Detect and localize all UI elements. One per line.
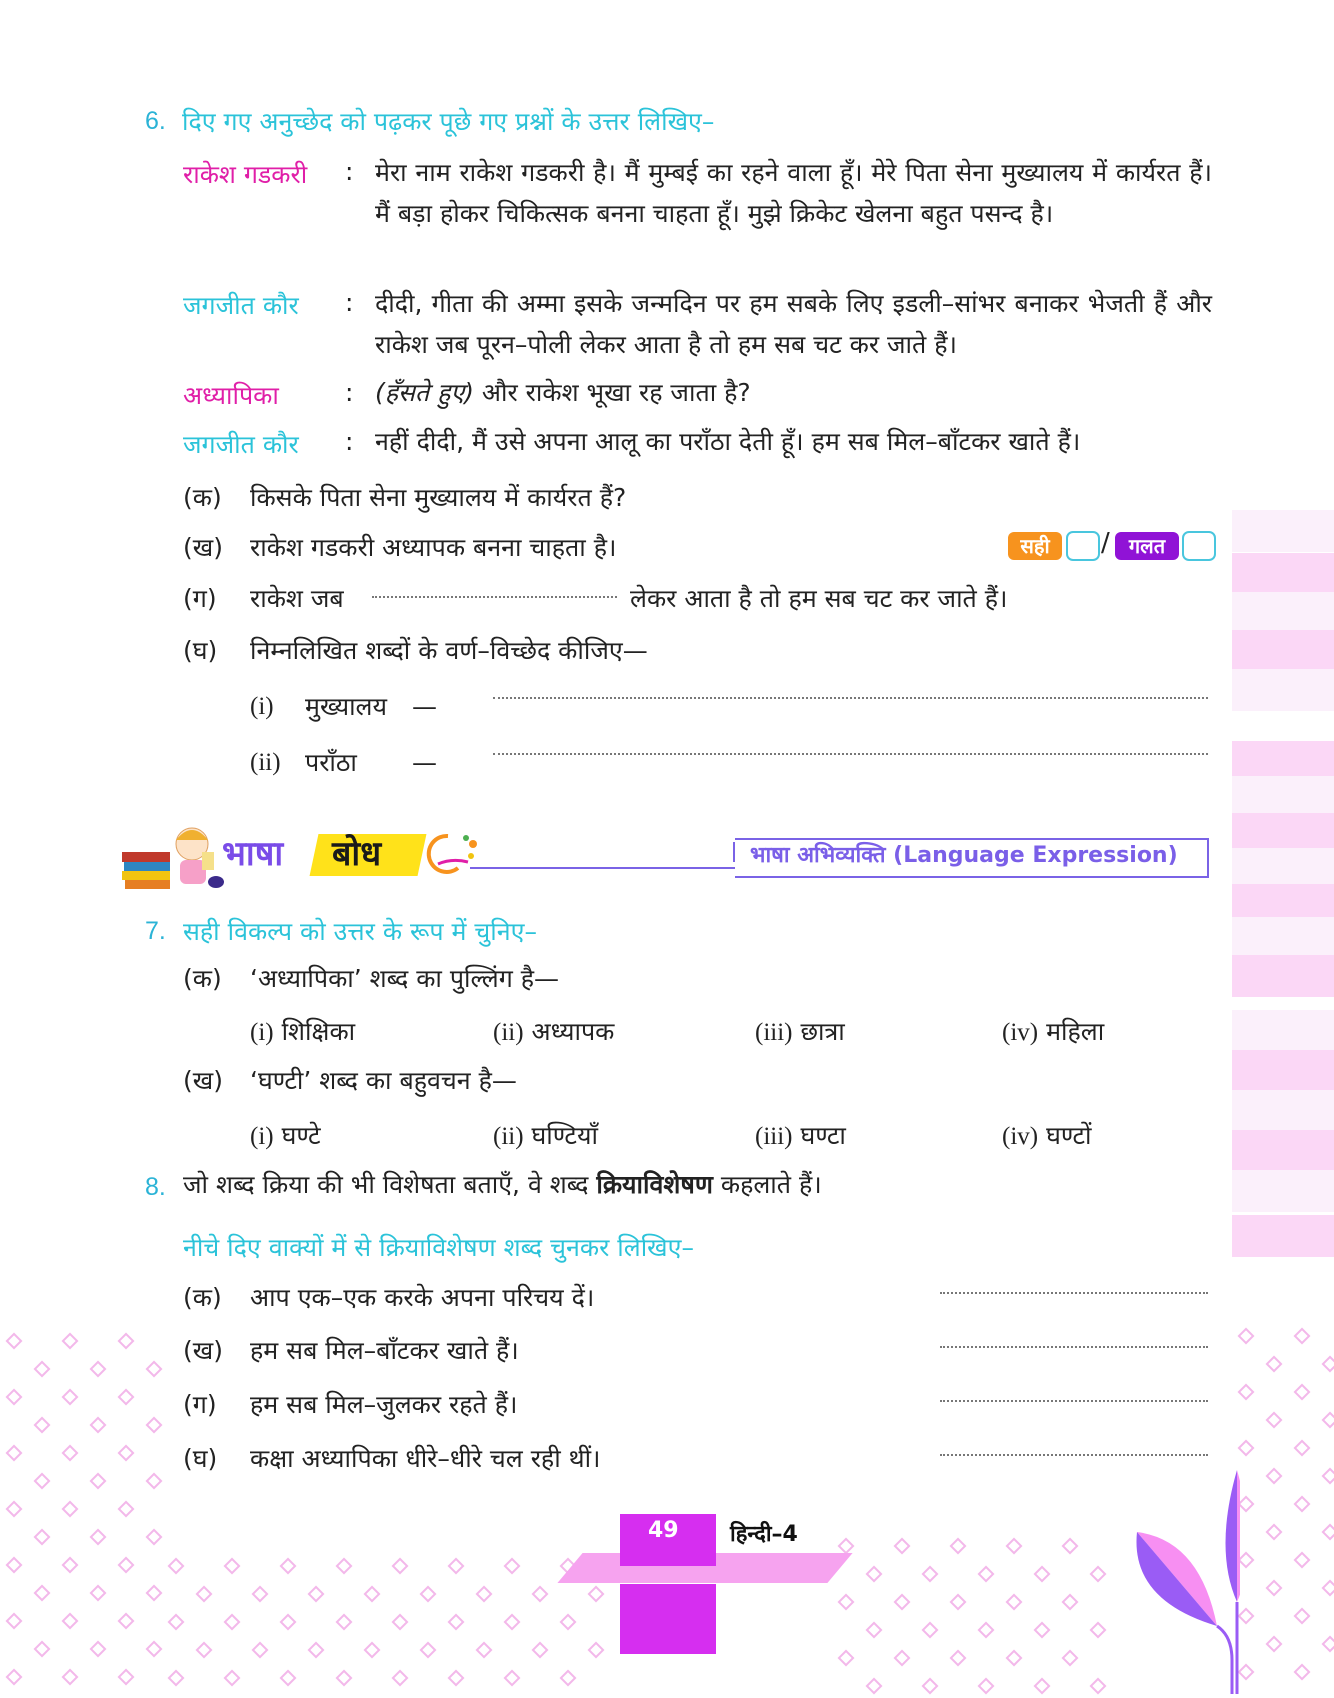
diamond-dot <box>1294 1608 1311 1625</box>
diamond-dot <box>6 1669 23 1686</box>
diamond-dot <box>90 1361 107 1378</box>
diamond-dot <box>1294 1328 1311 1345</box>
q6-kha-label: (ख) <box>183 533 223 562</box>
diamond-dot <box>1294 1496 1311 1513</box>
diamond-dot <box>90 1529 107 1546</box>
question-number-8: 8. <box>145 1173 166 1201</box>
diamond-dot <box>894 1538 911 1555</box>
diamond-dot <box>6 1501 23 1518</box>
question-number-6: 6. <box>145 107 166 135</box>
item-num: (ii) <box>250 749 281 776</box>
diamond-dot <box>1294 1384 1311 1401</box>
diamond-dot <box>1266 1412 1283 1429</box>
book-title: हिन्दी–4 <box>730 1522 798 1547</box>
diamond-dot <box>950 1594 967 1611</box>
question-number-7: 7. <box>145 917 166 945</box>
diamond-dot <box>1006 1594 1023 1611</box>
true-checkbox[interactable] <box>1066 531 1100 561</box>
diamond-dot <box>34 1641 51 1658</box>
diamond-dot <box>1322 1580 1334 1597</box>
question-6-instruction: दिए गए अनुच्छेद को पढ़कर पूछे गए प्रश्नों के उत्तर लिखिए– <box>182 107 715 136</box>
diamond-dot <box>1238 1384 1255 1401</box>
diamond-dot <box>392 1558 409 1575</box>
stage-direction: (हँसते हुए) <box>375 378 474 407</box>
diamond-dot <box>922 1678 939 1695</box>
option[interactable]: (iv) महिला <box>1002 1017 1105 1046</box>
diamond-dot <box>118 1613 135 1630</box>
page-number: 49 <box>648 1518 679 1543</box>
language-expression-tag: भाषा अभिव्यक्ति (Language Expression) <box>750 843 1178 868</box>
diamond-dot <box>504 1614 521 1631</box>
diamond-dot <box>34 1585 51 1602</box>
q8-gha-text: कक्षा अध्यापिका धीरे–धीरे चल रही थीं। <box>250 1444 601 1473</box>
diamond-dot <box>308 1642 325 1659</box>
q6-ka-label: (क) <box>183 483 222 512</box>
diamond-dot <box>62 1389 79 1406</box>
diamond-dot <box>118 1669 135 1686</box>
diamond-dot <box>90 1417 107 1434</box>
diamond-dot <box>168 1558 185 1575</box>
diamond-dot <box>838 1650 855 1667</box>
q6-ga-after: लेकर आता है तो हम सब चट कर जाते हैं। <box>630 584 1008 613</box>
diamond-dot <box>62 1333 79 1350</box>
diamond-dot <box>950 1650 967 1667</box>
false-badge: गलत <box>1115 532 1179 560</box>
diamond-dot <box>894 1594 911 1611</box>
diamond-dot <box>196 1642 213 1659</box>
diamond-dot <box>1062 1650 1079 1667</box>
diamond-dot <box>364 1586 381 1603</box>
dialogue-teacher: (हँसते हुए) और राकेश भूखा रह जाता है? <box>375 378 751 407</box>
diamond-dot <box>866 1566 883 1583</box>
keyword-kriyavisheshan: क्रियाविशेषण <box>596 1170 713 1199</box>
q8-ga-text: हम सब मिल–जुलकर रहते हैं। <box>250 1390 518 1419</box>
diamond-dot <box>62 1669 79 1686</box>
diamond-dot <box>504 1670 521 1687</box>
colon: : <box>345 427 354 456</box>
diamond-dot <box>1238 1664 1255 1681</box>
diamond-dot <box>838 1538 855 1555</box>
option[interactable]: (i) शिक्षिका <box>250 1017 356 1046</box>
speaker-rakesh: राकेश गडकरी <box>183 160 308 189</box>
diamond-dot <box>448 1558 465 1575</box>
diamond-dot <box>448 1670 465 1687</box>
q7-kha-text: ‘घण्टी’ शब्द का बहुवचन है— <box>250 1066 517 1095</box>
q8-ga-label: (ग) <box>183 1390 217 1419</box>
diamond-dot <box>252 1586 269 1603</box>
diamond-dot <box>1266 1524 1283 1541</box>
diamond-dot <box>196 1586 213 1603</box>
diamond-dot <box>34 1529 51 1546</box>
dialogue-jagjeet-1: दीदी, गीता की अम्मा इसके जन्मदिन पर हम सबके लिए इडली–सांभर बनाकर भेजती हैं और राकेश जब पूरन–पोली लेकर आता है तो हम सब चट कर जाते हैं। <box>375 289 1212 359</box>
diamond-dot <box>90 1641 107 1658</box>
word-paratha: पराँठा <box>305 748 357 777</box>
q6-gha-text: निम्नलिखित शब्दों के वर्ण–विच्छेद कीजिए— <box>250 636 648 665</box>
diamond-dot <box>866 1678 883 1695</box>
diamond-dot <box>1238 1496 1255 1513</box>
diamond-dot <box>336 1670 353 1687</box>
diamond-dot <box>34 1361 51 1378</box>
diamond-dot <box>1266 1468 1283 1485</box>
diamond-dot <box>146 1529 163 1546</box>
q8-ka-text: आप एक–एक करके अपना परिचय दें। <box>250 1283 595 1312</box>
diamond-dot <box>280 1558 297 1575</box>
swirl-decoration-icon <box>418 828 478 878</box>
diamond-dot <box>1294 1552 1311 1569</box>
diamond-dot <box>476 1642 493 1659</box>
dash: — <box>412 692 437 721</box>
banner-rule <box>470 867 735 869</box>
diamond-dot <box>6 1445 23 1462</box>
diamond-dot <box>118 1445 135 1462</box>
diamond-dot <box>280 1614 297 1631</box>
diamond-dot <box>118 1501 135 1518</box>
diamond-dot <box>504 1558 521 1575</box>
diamond-dot <box>1238 1608 1255 1625</box>
q6-ka-text: किसके पिता सेना मुख्यालय में कार्यरत हैं? <box>250 483 627 512</box>
colon: : <box>345 288 354 317</box>
option[interactable]: (iii) छात्रा <box>755 1017 845 1046</box>
answer-blank[interactable] <box>940 1346 1208 1348</box>
word-mukhyalay: मुख्यालय <box>305 692 388 721</box>
diamond-dot <box>420 1642 437 1659</box>
diamond-dot <box>922 1622 939 1639</box>
false-checkbox[interactable] <box>1182 531 1216 561</box>
diamond-dot <box>838 1594 855 1611</box>
q8-kha-text: हम सब मिल–बाँटकर खाते हैं। <box>250 1336 519 1365</box>
diamond-dot <box>1090 1678 1107 1695</box>
question-8-instruction: नीचे दिए वाक्यों में से क्रियाविशेषण शब्द चुनकर लिखिए– <box>183 1233 694 1262</box>
question-7-instruction: सही विकल्प को उत्तर के रूप में चुनिए– <box>183 917 537 946</box>
diamond-dot <box>62 1501 79 1518</box>
girl-reading-illustration <box>120 812 230 892</box>
diamond-dot <box>62 1613 79 1630</box>
true-badge: सही <box>1008 532 1062 560</box>
colon: : <box>345 157 354 186</box>
diamond-dot <box>1238 1440 1255 1457</box>
q8-ka-label: (क) <box>183 1283 222 1312</box>
diamond-dot <box>118 1389 135 1406</box>
diamond-dot <box>224 1670 241 1687</box>
answer-blank[interactable] <box>940 1292 1208 1294</box>
q8-gha-label: (घ) <box>183 1444 218 1473</box>
answer-blank[interactable] <box>940 1400 1208 1402</box>
banner-word-bodh: बोध <box>332 834 382 874</box>
speaker-jagjeet: जगजीत कौर <box>183 430 299 459</box>
diamond-dot <box>1322 1524 1334 1541</box>
diamond-dot <box>978 1566 995 1583</box>
diamond-dot <box>1034 1566 1051 1583</box>
diamond-dot <box>448 1614 465 1631</box>
diamond-dot <box>308 1586 325 1603</box>
colon: : <box>345 378 354 407</box>
diamond-dot <box>950 1538 967 1555</box>
diamond-dot <box>1090 1566 1107 1583</box>
answer-blank[interactable] <box>493 753 1208 755</box>
diamond-dot <box>922 1566 939 1583</box>
diamond-dot <box>224 1614 241 1631</box>
diamond-dot <box>6 1557 23 1574</box>
diamond-dot <box>1034 1622 1051 1639</box>
answer-blank[interactable] <box>372 596 617 598</box>
answer-blank[interactable] <box>493 697 1208 699</box>
diamond-dot <box>1090 1622 1107 1639</box>
diamond-dot <box>392 1670 409 1687</box>
diamond-dot <box>1006 1650 1023 1667</box>
option[interactable]: (i) घण्टे <box>250 1121 321 1150</box>
diamond-dot <box>392 1614 409 1631</box>
banner-word-bhasha: भाषा <box>222 834 284 874</box>
diamond-dot <box>1062 1594 1079 1611</box>
diamond-dot <box>6 1333 23 1350</box>
q7-ka-text: ‘अध्यापिका’ शब्द का पुल्लिंग है— <box>250 964 560 993</box>
leaf-decoration-icon <box>1120 1470 1240 1694</box>
option[interactable]: (iii) घण्टा <box>755 1121 846 1150</box>
dialogue-jagjeet-2: नहीं दीदी, मैं उसे अपना आलू का पराँठा देती हूँ। हम सब मिल–बाँटकर खाते हैं। <box>375 427 1081 456</box>
diamond-dot <box>6 1389 23 1406</box>
diamond-dot <box>560 1614 577 1631</box>
diamond-dot <box>978 1622 995 1639</box>
diamond-dot <box>34 1417 51 1434</box>
diamond-dot <box>560 1670 577 1687</box>
diamond-dot <box>62 1445 79 1462</box>
diamond-dot <box>1322 1412 1334 1429</box>
diamond-dot <box>336 1614 353 1631</box>
q7-kha-label: (ख) <box>183 1066 223 1095</box>
diamond-dot <box>1266 1636 1283 1653</box>
diamond-dot <box>280 1670 297 1687</box>
tag-tick <box>733 842 735 862</box>
speaker-jagjeet: जगजीत कौर <box>183 291 299 320</box>
diamond-dot <box>1238 1328 1255 1345</box>
diamond-dot <box>1294 1440 1311 1457</box>
diamond-dot <box>420 1586 437 1603</box>
diamond-dot <box>476 1586 493 1603</box>
diamond-dot <box>1238 1552 1255 1569</box>
diamond-dot <box>1322 1636 1334 1653</box>
diamond-dot <box>146 1585 163 1602</box>
diamond-dot <box>978 1678 995 1695</box>
diamond-dot <box>588 1586 605 1603</box>
q6-ga-before: राकेश जब <box>250 584 344 613</box>
q6-gha-label: (घ) <box>183 636 218 665</box>
diamond-dot <box>1322 1468 1334 1485</box>
q8-kha-label: (ख) <box>183 1336 223 1365</box>
diamond-dot <box>62 1557 79 1574</box>
diamond-dot <box>588 1642 605 1659</box>
item-num: (i) <box>250 693 274 720</box>
slash: / <box>1101 528 1110 558</box>
diamond-dot <box>146 1473 163 1490</box>
diamond-dot <box>90 1473 107 1490</box>
diamond-dot <box>118 1333 135 1350</box>
diamond-dot <box>1266 1580 1283 1597</box>
q6-ga-label: (ग) <box>183 584 217 613</box>
diamond-dot <box>34 1473 51 1490</box>
answer-blank[interactable] <box>940 1454 1208 1456</box>
diamond-dot <box>1034 1678 1051 1695</box>
dash: — <box>412 748 437 777</box>
option[interactable]: (ii) घण्टियाँ <box>493 1121 598 1150</box>
diamond-dot <box>894 1650 911 1667</box>
diamond-dot <box>1294 1664 1311 1681</box>
diamond-dot <box>336 1558 353 1575</box>
diamond-dot <box>168 1670 185 1687</box>
diamond-dot <box>146 1417 163 1434</box>
diamond-dot <box>1006 1538 1023 1555</box>
diamond-dot <box>1062 1538 1079 1555</box>
diamond-dot <box>6 1613 23 1630</box>
diamond-dot <box>252 1642 269 1659</box>
diamond-dot <box>146 1641 163 1658</box>
q6-kha-text: राकेश गडकरी अध्यापक बनना चाहता है। <box>250 533 617 562</box>
diamond-dot <box>118 1557 135 1574</box>
option[interactable]: (ii) अध्यापक <box>493 1017 615 1046</box>
footer-block-lower <box>620 1584 716 1654</box>
speaker-teacher: अध्यापिका <box>183 381 279 410</box>
diamond-dot <box>532 1586 549 1603</box>
dialogue-rakesh: मेरा नाम राकेश गडकरी है। मैं मुम्बई का रहने वाला हूँ। मेरे पिता सेना मुख्यालय में कार्यरत हैं। मैं बड़ा होकर चिकित्सक बनना चाहता हूँ। मुझे क्रिकेट खेलना बहुत पसन्द है। <box>375 158 1212 228</box>
diamond-dot <box>364 1642 381 1659</box>
q8-definition: जो शब्द क्रिया की भी विशेषता बताएँ, वे शब्द क्रियाविशेषण कहलाते हैं। <box>183 1170 822 1199</box>
diamond-dot <box>168 1614 185 1631</box>
diamond-dot <box>1266 1356 1283 1373</box>
q7-ka-label: (क) <box>183 964 222 993</box>
diamond-dot <box>1322 1356 1334 1373</box>
diamond-dot <box>90 1585 107 1602</box>
diamond-dot <box>146 1361 163 1378</box>
option[interactable]: (iv) घण्टों <box>1002 1121 1092 1150</box>
diamond-dot <box>866 1622 883 1639</box>
diamond-dot <box>532 1642 549 1659</box>
diamond-dot <box>224 1558 241 1575</box>
